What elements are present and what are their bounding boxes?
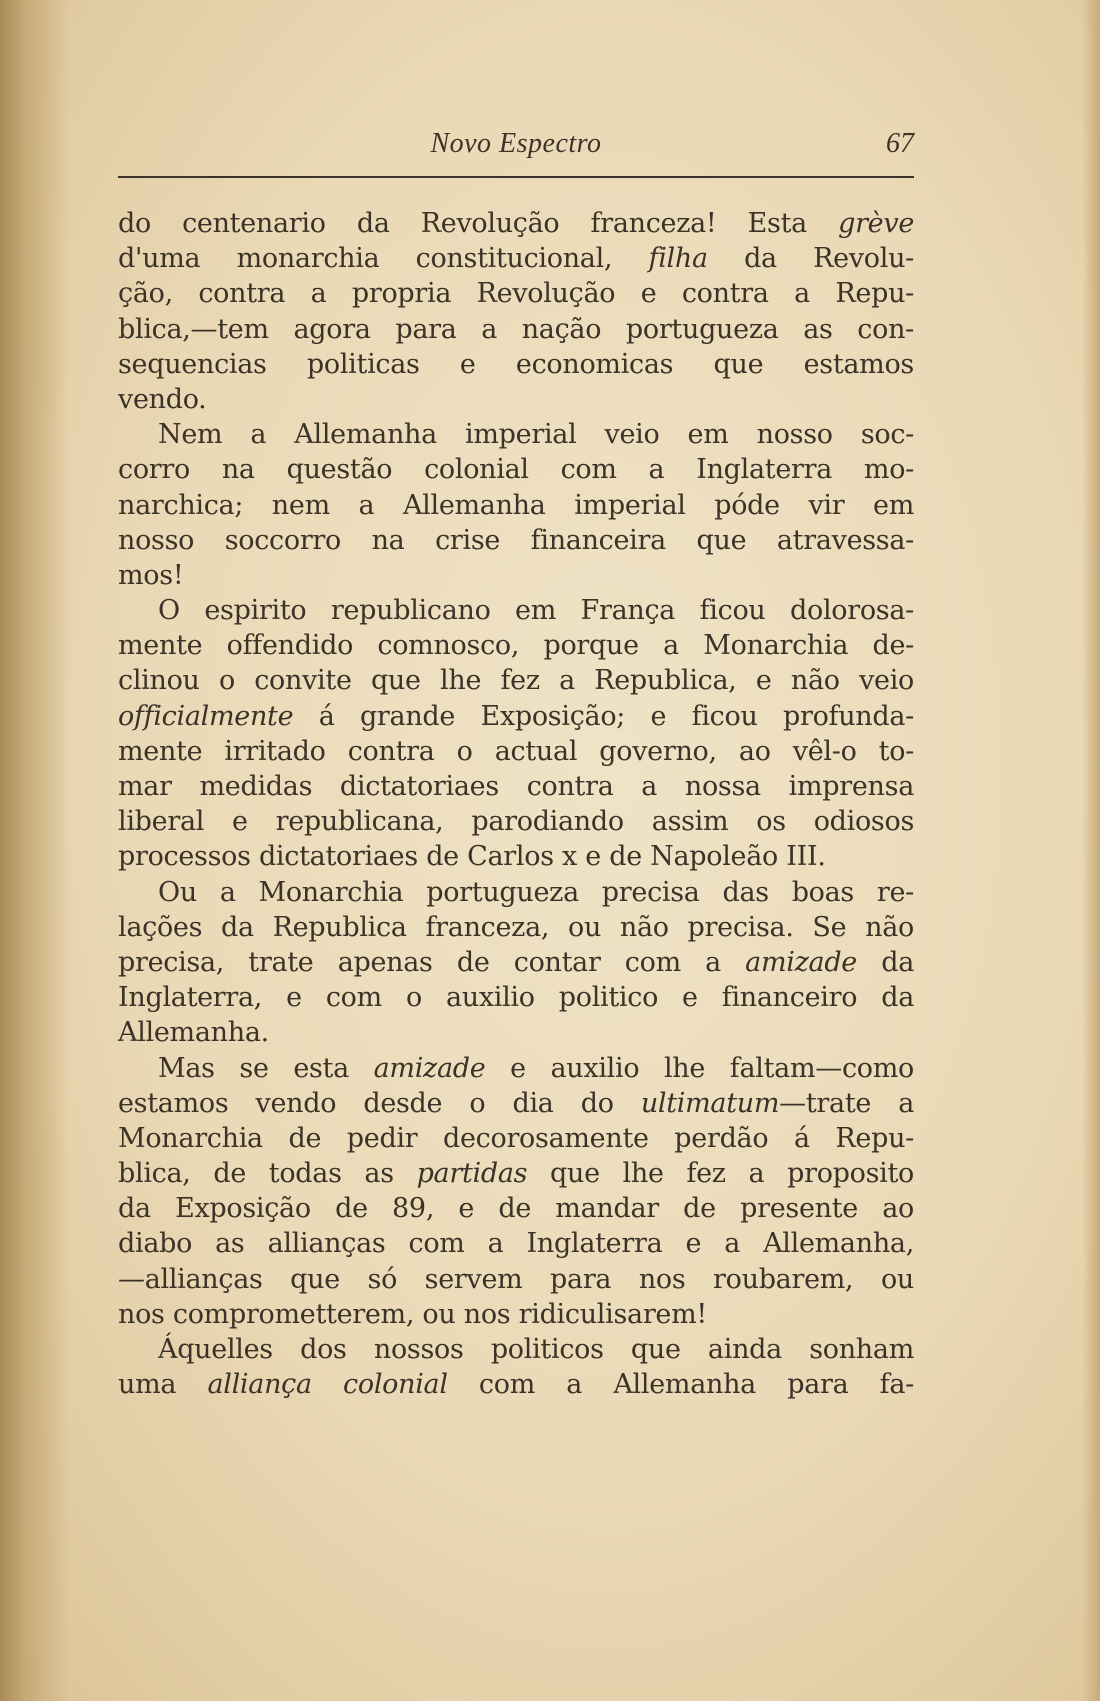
text-line: uma alliança colonial com a Allemanha para fa- [118,1369,914,1401]
text-line: Allemanha. [118,1017,269,1049]
text-line: liberal e republicana, parodiando assim os odiosos [118,806,914,838]
text-line: ção, contra a propria Revolução e contra a Repu- [118,278,914,310]
binding-shadow [0,0,70,1701]
text-line: blica,—tem agora para a nação portugueza as con- [118,313,914,345]
running-title: Novo Espectro [430,128,602,159]
text-line: Mas se esta amizade e auxilio lhe faltam—como [158,1052,914,1084]
text-line: da Exposição de 89, e de mandar de presente ao [118,1193,914,1225]
header-rule [118,176,914,178]
text-line: mente offendido comnosco, porque a Monarchia de- [118,630,914,662]
text-line: processos dictatoriaes de Carlos x e de Napoleão III. [118,841,826,873]
text-line: Áquelles dos nossos politicos que ainda sonham [158,1334,914,1365]
text-line: vendo. [118,383,207,415]
text-line: mente irritado contra o actual governo, ao vêl-o to- [118,735,914,767]
text-line: Monarchia de pedir decorosamente perdão á Repu- [118,1122,914,1154]
text-line: O espirito republicano em França ficou dolorosa- [158,595,914,627]
page-number: 67 [886,128,914,159]
text-line: Ou a Monarchia portugueza precisa das boas re- [158,876,914,908]
text-line: mar medidas dictatoriaes contra a nossa imprensa [118,771,914,802]
text-line: Inglaterra, e com o auxilio politico e financeiro da [118,982,914,1014]
text-line: clinou o convite que lhe fez a Republica, e não veio [118,665,914,697]
text-line: nos comprometterem, ou nos ridiculisarem! [118,1298,707,1330]
text-line: officialmente á grande Exposição; e ficou profunda- [118,700,914,732]
text-line: diabo as allianças com a Inglaterra e a Allemanha, [118,1228,914,1260]
text-line: Nem a Allemanha imperial veio em nosso soc- [158,419,914,451]
text-line: corro na questão colonial com a Inglaterra mo- [118,454,914,486]
text-line: sequencias politicas e economicas que estamos [118,348,914,380]
text-line: precisa, trate apenas de contar com a amizade da [118,946,914,978]
text-line: mos! [118,559,184,591]
text-line: narchica; nem a Allemanha imperial póde vir em [118,489,914,521]
text-line: estamos vendo desde o dia do ultimatum—trate a [118,1087,914,1119]
text-line: blica, de todas as partidas que lhe fez a proposito [118,1158,914,1190]
text-line: do centenario da Revolução franceza! Esta grève [118,208,914,239]
body-text [118,206,914,1402]
page-header [118,124,914,164]
text-line: nosso soccorro na crise financeira que atravessa- [118,524,914,556]
page-edge-shadow [1082,0,1100,1701]
text-line: d'uma monarchia constitucional, filha da Revolu- [118,243,914,275]
text-line: lações da Republica franceza, ou não precisa. Se não [118,911,914,943]
text-line: —allianças que só servem para nos roubarem, ou [118,1263,914,1295]
